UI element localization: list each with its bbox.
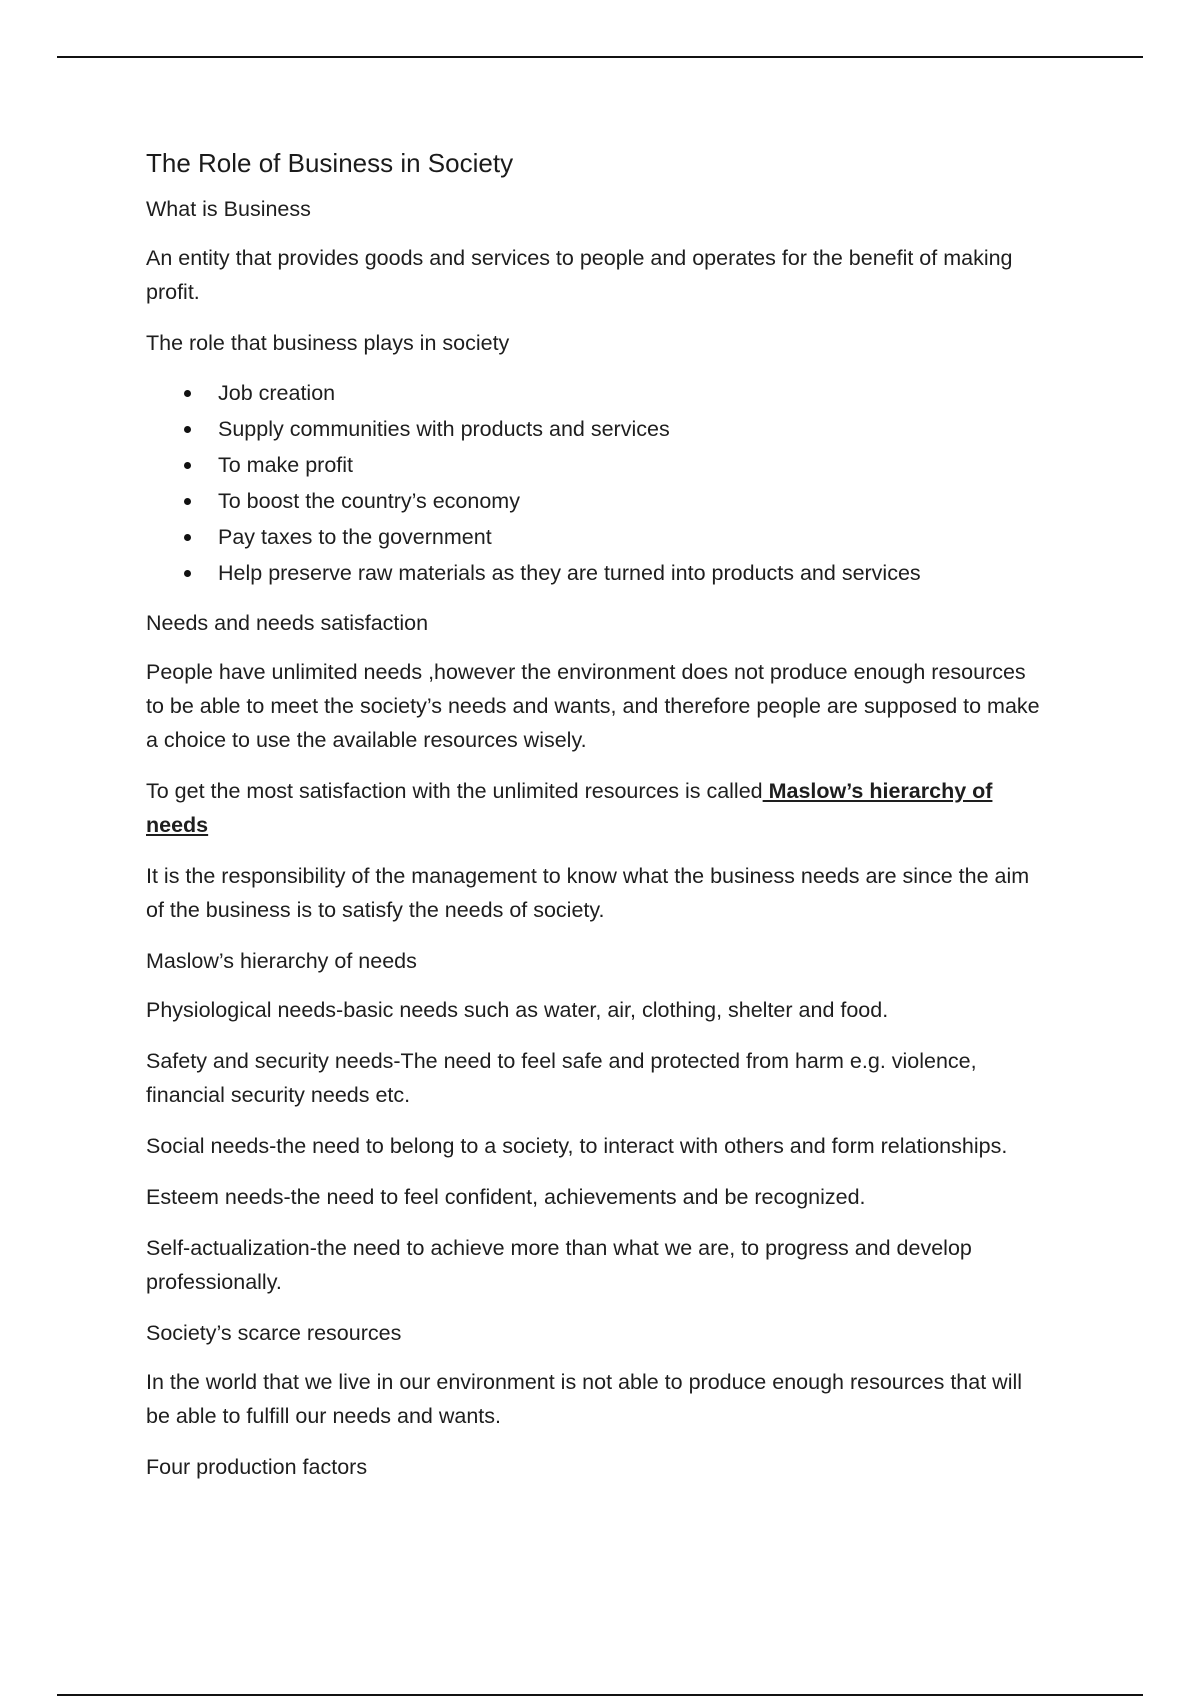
maslow-item: Safety and security needs-The need to feel safe and protected from harm e.g. violence, financial security needs etc. (146, 1049, 977, 1107)
page-bottom-rule (57, 1694, 1143, 1696)
list-item: Job creation (146, 375, 1046, 411)
needs-paragraph-3: It is the responsibility of the management to know what the business needs are since the aim of the business is to satisfy the needs of society. (146, 864, 1030, 922)
list-item: To boost the country’s economy (146, 483, 1046, 519)
list-item: Help preserve raw materials as they are turned into products and services (146, 555, 1046, 591)
role-bullet-list (146, 375, 1046, 591)
page-top-rule (57, 56, 1143, 58)
bullet-icon (184, 462, 191, 469)
list-item: Supply communities with products and services (146, 411, 1046, 447)
list-item: Pay taxes to the government (146, 519, 1046, 555)
needs-paragraph-1: People have unlimited needs ,however the environment does not produce enough resources to be able to meet the society’s needs and wants, and therefore people are supposed to make a choice to use the available resources wisely. (146, 660, 1040, 752)
maslow-emphasis: Maslow’s hierarchy of needs (146, 779, 993, 837)
maslow-item: Esteem needs-the need to feel confident, achievements and be recognized. (146, 1185, 866, 1209)
section-heading-role: The role that business plays in society (146, 331, 510, 355)
section-heading-what-is-business: What is Business (146, 197, 311, 221)
section-heading-needs: Needs and needs satisfaction (146, 611, 429, 635)
section-heading-maslow: Maslow’s hierarchy of needs (146, 949, 417, 973)
maslow-item: Social needs-the need to belong to a society, to interact with others and form relationships. (146, 1134, 1008, 1158)
maslow-item: Physiological needs-basic needs such as water, air, clothing, shelter and food. (146, 998, 889, 1022)
document-body (146, 144, 1046, 1499)
business-definition: An entity that provides goods and services to people and operates for the benefit of making profit. (146, 246, 1013, 304)
bullet-icon (184, 498, 191, 505)
bullet-icon (184, 390, 191, 397)
bullet-icon (184, 426, 191, 433)
document-title: The Role of Business in Society (146, 148, 514, 178)
section-heading-production-factors: Four production factors (146, 1455, 368, 1479)
bullet-icon (184, 534, 191, 541)
bullet-icon (184, 570, 191, 577)
maslow-item: Self-actualization-the need to achieve more than what we are, to progress and develop professionally. (146, 1236, 972, 1294)
list-item: To make profit (146, 447, 1046, 483)
scarce-resources-paragraph: In the world that we live in our environment is not able to produce enough resources that will be able to fulfill our needs and wants. (146, 1370, 1023, 1428)
section-heading-scarce-resources: Society’s scarce resources (146, 1321, 402, 1345)
needs-paragraph-2: To get the most satisfaction with the unlimited resources is called Maslow’s hierarchy of needs (146, 779, 993, 837)
